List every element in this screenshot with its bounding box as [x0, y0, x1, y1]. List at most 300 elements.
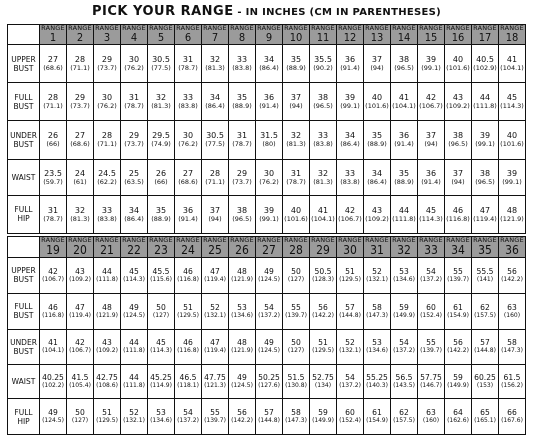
- size-cell: [202, 195, 229, 233]
- value-cm: (94): [370, 64, 384, 73]
- value-cm: (124.5): [258, 275, 280, 283]
- value-cm: (137.2): [420, 275, 442, 283]
- size-cell: [337, 399, 364, 435]
- value-cm: (153): [476, 382, 494, 390]
- size-cell: [364, 195, 391, 233]
- value-inches: 59: [399, 302, 409, 312]
- value-cm: (99.1): [259, 214, 279, 223]
- size-cell: [229, 365, 256, 399]
- value-inches: 56: [507, 266, 517, 276]
- size-cell: [40, 195, 67, 233]
- value-cm: (99.1): [421, 64, 441, 73]
- size-cell: [283, 365, 310, 399]
- size-cell: [391, 365, 418, 399]
- size-cell: [121, 293, 148, 329]
- size-cell: [391, 121, 418, 159]
- range-header-34: [445, 237, 472, 258]
- value-inches: 34: [344, 131, 356, 141]
- value-cm: (137.2): [258, 311, 280, 319]
- range-number: 36: [505, 243, 519, 257]
- value-cm: (77.5): [205, 140, 225, 149]
- range-number: 17: [478, 31, 492, 44]
- value-inches: 61.5: [503, 373, 521, 383]
- value-cm: (78.7): [43, 214, 63, 223]
- value-cm: (71.1): [70, 64, 90, 73]
- value-cm: (66): [46, 140, 60, 149]
- value-cm: (109.2): [69, 275, 91, 283]
- value-cm: (81.3): [70, 214, 90, 223]
- value-inches: 61: [372, 408, 382, 418]
- value-cm: (101.6): [365, 102, 389, 111]
- value-inches: 60: [345, 408, 355, 418]
- measurement-label: WAIST: [8, 159, 40, 195]
- value-inches: 55.25: [366, 373, 388, 383]
- measurement-row-full-hip: [8, 399, 526, 435]
- value-cm: (99.1): [475, 140, 495, 149]
- size-cell: [337, 121, 364, 159]
- value-inches: 29: [74, 93, 86, 103]
- value-cm: (119.4): [204, 347, 226, 355]
- size-cell: [67, 121, 94, 159]
- value-cm: (129.5): [177, 311, 199, 319]
- range-number: 33: [424, 243, 438, 257]
- value-inches: 45.25: [150, 373, 172, 383]
- range-number: 27: [262, 243, 276, 257]
- range-number: 4: [130, 31, 138, 44]
- value-cm: (88.9): [286, 64, 306, 73]
- range-header-22: [121, 237, 148, 258]
- range-header-17: [472, 25, 499, 45]
- value-cm: (109.2): [446, 102, 470, 111]
- range-word: RANGE: [392, 24, 416, 32]
- range-word: RANGE: [257, 236, 281, 244]
- value-cm: (144.8): [474, 347, 496, 355]
- range-word: RANGE: [257, 24, 281, 32]
- value-inches: 35: [371, 131, 383, 141]
- range-number: 25: [208, 243, 222, 257]
- value-inches: 55: [453, 266, 463, 276]
- value-cm: (106.7): [419, 102, 443, 111]
- size-cell: [121, 329, 148, 365]
- value-inches: 30.5: [206, 131, 224, 141]
- value-inches: 37: [452, 168, 464, 178]
- range-header-8: [229, 25, 256, 45]
- value-cm: (83.8): [313, 140, 333, 149]
- value-cm: (86.4): [340, 140, 360, 149]
- value-inches: 58: [507, 338, 517, 348]
- size-cell: [94, 159, 121, 195]
- size-cell: [40, 83, 67, 121]
- value-inches: 65: [480, 408, 490, 418]
- value-inches: 42.75: [96, 373, 118, 383]
- size-cell: [148, 83, 175, 121]
- value-cm: (73.7): [232, 177, 252, 186]
- value-cm: (143.5): [393, 382, 415, 390]
- value-cm: (106.7): [42, 275, 64, 283]
- value-cm: (90.2): [313, 64, 333, 73]
- range-word: RANGE: [95, 24, 119, 32]
- value-cm: (139.7): [204, 417, 226, 425]
- value-inches: 50.25: [258, 373, 280, 383]
- size-cell: [94, 121, 121, 159]
- value-cm: (104.1): [500, 64, 524, 73]
- value-cm: (119.4): [204, 275, 226, 283]
- range-number: 35: [478, 243, 492, 257]
- value-inches: 30: [101, 93, 113, 103]
- value-cm: (88.9): [151, 214, 171, 223]
- value-inches: 35: [155, 205, 167, 215]
- size-cell: [337, 293, 364, 329]
- value-inches: 29.5: [152, 131, 170, 141]
- value-inches: 34: [128, 205, 140, 215]
- size-cell: [310, 293, 337, 329]
- value-inches: 54: [426, 266, 436, 276]
- range-number: 24: [181, 243, 195, 257]
- value-cm: (109.2): [96, 347, 118, 355]
- value-inches: 33: [236, 55, 248, 65]
- size-cell: [283, 329, 310, 365]
- corner-cell: [8, 25, 40, 45]
- size-cell: [202, 45, 229, 83]
- size-cell: [310, 83, 337, 121]
- size-cell: [445, 258, 472, 294]
- value-cm: (121.9): [231, 275, 253, 283]
- value-inches: 48: [237, 266, 247, 276]
- value-inches: 50: [75, 408, 85, 418]
- size-cell: [175, 399, 202, 435]
- size-cell: [445, 121, 472, 159]
- range-word: RANGE: [68, 236, 92, 244]
- value-cm: (162.6): [447, 417, 469, 425]
- value-cm: (118.1): [177, 382, 199, 390]
- size-cell: [229, 159, 256, 195]
- value-cm: (83.8): [232, 64, 252, 73]
- range-number: 5: [157, 31, 165, 44]
- value-inches: 28: [74, 55, 86, 65]
- measurement-row-full-bust: [8, 83, 526, 121]
- value-inches: 54: [183, 408, 193, 418]
- range-word: RANGE: [41, 24, 65, 32]
- value-cm: (116.8): [446, 214, 470, 223]
- value-cm: (132.1): [204, 311, 226, 319]
- value-cm: (132.1): [366, 275, 388, 283]
- value-inches: 29: [236, 168, 248, 178]
- size-table-ranges-19-36: [7, 236, 526, 435]
- size-cell: [256, 399, 283, 435]
- range-header-26: [229, 237, 256, 258]
- size-cell: [256, 258, 283, 294]
- value-inches: 28: [101, 131, 113, 141]
- range-number: 34: [451, 243, 465, 257]
- value-cm: (88.9): [367, 140, 387, 149]
- value-inches: 44: [398, 205, 410, 215]
- value-inches: 63: [507, 302, 517, 312]
- range-word: RANGE: [311, 24, 335, 32]
- value-inches: 44: [102, 266, 112, 276]
- value-cm: (147.3): [501, 347, 523, 355]
- size-cell: [337, 45, 364, 83]
- value-cm: (94): [451, 177, 465, 186]
- size-cell: [40, 121, 67, 159]
- size-cell: [202, 121, 229, 159]
- value-inches: 45: [156, 338, 166, 348]
- range-header-18: [499, 25, 526, 45]
- value-cm: (115.6): [150, 275, 172, 283]
- value-cm: (167.6): [501, 417, 523, 425]
- value-cm: (165.1): [474, 417, 496, 425]
- value-cm: (81.3): [151, 102, 171, 111]
- size-cell: [94, 365, 121, 399]
- size-cell: [472, 83, 499, 121]
- size-cell: [121, 45, 148, 83]
- size-cell: [418, 329, 445, 365]
- size-cell: [499, 121, 526, 159]
- size-cell: [148, 399, 175, 435]
- value-cm: (78.7): [178, 64, 198, 73]
- value-inches: 33: [182, 93, 194, 103]
- value-inches: 32: [74, 205, 86, 215]
- value-cm: (111.8): [123, 382, 145, 390]
- measurement-row-full-hip: [8, 195, 526, 233]
- value-cm: (73.7): [70, 102, 90, 111]
- range-header-4: [121, 25, 148, 45]
- value-cm: (96.5): [475, 177, 495, 186]
- size-cell: [148, 195, 175, 233]
- range-word: RANGE: [338, 24, 362, 32]
- range-header-30: [337, 237, 364, 258]
- range-word: RANGE: [419, 236, 443, 244]
- value-inches: 31: [128, 93, 140, 103]
- size-cell: [94, 83, 121, 121]
- size-cell: [94, 329, 121, 365]
- value-inches: 57.75: [420, 373, 442, 383]
- value-inches: 35: [290, 55, 302, 65]
- value-cm: (124.5): [231, 382, 253, 390]
- value-cm: (127): [287, 347, 305, 355]
- value-inches: 51: [345, 266, 355, 276]
- range-word: RANGE: [365, 236, 389, 244]
- range-header-28: [283, 237, 310, 258]
- value-cm: (96.5): [232, 214, 252, 223]
- value-cm: (114.3): [500, 102, 524, 111]
- range-word: RANGE: [500, 24, 524, 32]
- value-inches: 38: [452, 131, 464, 141]
- size-cell: [148, 159, 175, 195]
- value-cm: (61): [73, 177, 87, 186]
- value-inches: 50.5: [314, 266, 332, 276]
- corner-cell: [8, 237, 40, 258]
- value-cm: (105.4): [69, 382, 91, 390]
- range-number: 29: [316, 243, 330, 257]
- value-cm: (96.5): [313, 102, 333, 111]
- value-cm: (149.9): [393, 311, 415, 319]
- value-inches: 33: [101, 205, 113, 215]
- size-cell: [67, 258, 94, 294]
- value-inches: 43: [75, 266, 85, 276]
- value-inches: 45.5: [152, 266, 170, 276]
- title-subtitle: - IN INCHES (CM IN PARENTHESES): [233, 7, 441, 18]
- range-number: 1: [49, 31, 57, 44]
- value-inches: 54: [345, 373, 355, 383]
- value-inches: 47.75: [204, 373, 226, 383]
- value-cm: (86.4): [124, 214, 144, 223]
- value-inches: 38: [398, 55, 410, 65]
- value-cm: (101.6): [446, 64, 470, 73]
- value-inches: 31.5: [260, 131, 278, 141]
- value-cm: (76.2): [97, 102, 117, 111]
- value-inches: 59: [318, 408, 328, 418]
- size-cell: [148, 121, 175, 159]
- range-number: 9: [265, 31, 273, 44]
- value-inches: 30: [263, 168, 275, 178]
- range-word: RANGE: [230, 24, 254, 32]
- size-cell: [40, 258, 67, 294]
- size-cell: [499, 195, 526, 233]
- size-cell: [310, 258, 337, 294]
- range-number: 12: [343, 31, 357, 44]
- value-cm: (106.7): [338, 214, 362, 223]
- range-header-1: [40, 25, 67, 45]
- value-cm: (81.3): [286, 140, 306, 149]
- range-word: RANGE: [203, 24, 227, 32]
- range-number: 26: [235, 243, 249, 257]
- value-inches: 50: [156, 302, 166, 312]
- size-cell: [67, 365, 94, 399]
- value-inches: 54: [399, 338, 409, 348]
- value-inches: 40: [371, 93, 383, 103]
- range-word: RANGE: [446, 24, 470, 32]
- range-header-10: [283, 25, 310, 45]
- size-cell: [229, 329, 256, 365]
- value-cm: (142.2): [447, 347, 469, 355]
- value-inches: 39: [479, 131, 491, 141]
- value-inches: 40.5: [476, 55, 494, 65]
- value-inches: 31: [290, 168, 302, 178]
- size-cell: [499, 399, 526, 435]
- value-cm: (134.6): [366, 347, 388, 355]
- value-inches: 30: [128, 55, 140, 65]
- value-inches: 49: [237, 373, 247, 383]
- value-cm: (121.9): [96, 311, 118, 319]
- size-cell: [229, 45, 256, 83]
- value-cm: (88.9): [394, 177, 414, 186]
- value-cm: (127.6): [258, 382, 280, 390]
- range-word: RANGE: [446, 236, 470, 244]
- size-cell: [472, 195, 499, 233]
- value-cm: (96.5): [394, 64, 414, 73]
- value-cm: (99.1): [502, 177, 522, 186]
- size-cell: [67, 159, 94, 195]
- size-cell: [445, 329, 472, 365]
- range-word: RANGE: [365, 24, 389, 32]
- value-inches: 56.5: [395, 373, 413, 383]
- value-inches: 37: [209, 205, 221, 215]
- range-header-12: [337, 25, 364, 45]
- value-inches: 60: [426, 302, 436, 312]
- value-inches: 34: [263, 55, 275, 65]
- measurement-label: UPPER BUST: [8, 45, 40, 83]
- value-inches: 28: [47, 93, 59, 103]
- value-cm: (78.7): [124, 102, 144, 111]
- value-cm: (137.2): [177, 417, 199, 425]
- value-cm: (147.3): [366, 311, 388, 319]
- value-cm: (101.6): [284, 214, 308, 223]
- value-inches: 49: [129, 302, 139, 312]
- size-cell: [175, 195, 202, 233]
- value-cm: (86.4): [367, 177, 387, 186]
- value-cm: (144.8): [339, 311, 361, 319]
- size-cell: [418, 121, 445, 159]
- size-cell: [121, 399, 148, 435]
- value-inches: 62: [399, 408, 409, 418]
- range-word: RANGE: [284, 236, 308, 244]
- size-cell: [175, 159, 202, 195]
- value-inches: 60.25: [474, 373, 496, 383]
- size-cell: [40, 159, 67, 195]
- value-inches: 39: [425, 55, 437, 65]
- size-cell: [67, 83, 94, 121]
- range-header-21: [94, 237, 121, 258]
- size-cell: [337, 159, 364, 195]
- value-cm: (78.7): [286, 177, 306, 186]
- value-cm: (63.5): [124, 177, 144, 186]
- range-number: 10: [289, 31, 303, 44]
- size-cell: [418, 83, 445, 121]
- value-inches: 40: [506, 131, 518, 141]
- size-cell: [472, 293, 499, 329]
- size-cell: [256, 45, 283, 83]
- value-cm: (147.3): [285, 417, 307, 425]
- value-cm: (111.8): [123, 347, 145, 355]
- value-inches: 32: [317, 168, 329, 178]
- value-cm: (116.8): [177, 275, 199, 283]
- range-number: 23: [154, 243, 168, 257]
- measurement-label: FULL HIP: [8, 195, 40, 233]
- size-cell: [499, 258, 526, 294]
- value-inches: 27: [47, 55, 59, 65]
- size-cell: [364, 365, 391, 399]
- value-inches: 45: [506, 93, 518, 103]
- size-cell: [148, 258, 175, 294]
- size-cell: [310, 45, 337, 83]
- value-inches: 51: [318, 338, 328, 348]
- value-inches: 27: [182, 168, 194, 178]
- size-cell: [94, 258, 121, 294]
- size-cell: [364, 329, 391, 365]
- value-inches: 46: [183, 338, 193, 348]
- value-inches: 46: [183, 266, 193, 276]
- value-inches: 32: [155, 93, 167, 103]
- value-cm: (111.8): [473, 102, 497, 111]
- size-cell: [499, 45, 526, 83]
- range-header-6: [175, 25, 202, 45]
- value-cm: (121.3): [204, 382, 226, 390]
- value-inches: 34: [209, 93, 221, 103]
- value-cm: (152.4): [339, 417, 361, 425]
- range-word: RANGE: [284, 24, 308, 32]
- value-inches: 43: [452, 93, 464, 103]
- value-inches: 26: [155, 168, 167, 178]
- range-number: 3: [103, 31, 111, 44]
- range-header-row: [8, 25, 526, 45]
- value-inches: 48: [237, 338, 247, 348]
- value-inches: 38: [236, 205, 248, 215]
- value-inches: 46: [48, 302, 58, 312]
- value-cm: (157.5): [393, 417, 415, 425]
- value-cm: (83.8): [178, 102, 198, 111]
- size-cell: [283, 258, 310, 294]
- value-cm: (114.3): [419, 214, 443, 223]
